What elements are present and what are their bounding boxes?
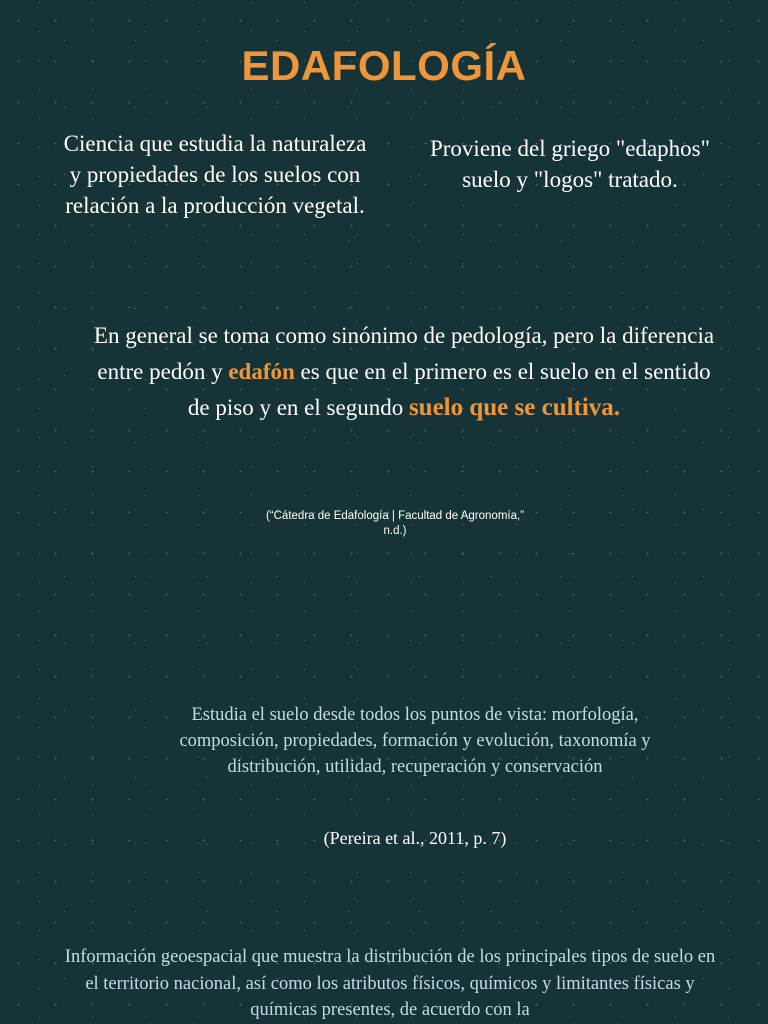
definition-text: Ciencia que estudia la naturaleza y propiedades de los suelos con relación a la producción vegetal. bbox=[63, 131, 367, 218]
citation-pereira: (Pereira et al., 2011, p. 7) bbox=[323, 828, 507, 848]
geo-info-text: Información geoespacial que muestra la distribución de los principales tipos de suelo en el territorio nacional, así como los atributos físicos, químicos y limitantes físicas y químicas presentes, de acuerdo con la bbox=[64, 947, 716, 1020]
general-text-part2: es que en el primero es el suelo en el sentido de piso y en el segundo bbox=[187, 359, 711, 420]
highlight-edafon: edafón bbox=[228, 359, 295, 384]
citation-catedra: (“Cátedra de Edafología | Facultad de Agronomía,” n.d.) bbox=[265, 510, 525, 537]
general-paragraph bbox=[84, 318, 724, 426]
page-title: EDAFOLOGÍA bbox=[241, 42, 527, 89]
scope-text: Estudia el suelo desde todos los puntos de vista: morfología, composición, propiedades, formación y evolución, taxonomía y distribución, utilidad, recuperación y conservación bbox=[179, 705, 651, 777]
etymology-text: Proviene del griego "edaphos" suelo y "logos" tratado. bbox=[429, 136, 710, 192]
highlight-suelo-cultiva: suelo que se cultiva. bbox=[408, 394, 621, 421]
general-text-part1: En general se toma como sinónimo de pedología, pero la diferencia entre pedón y bbox=[93, 323, 715, 384]
